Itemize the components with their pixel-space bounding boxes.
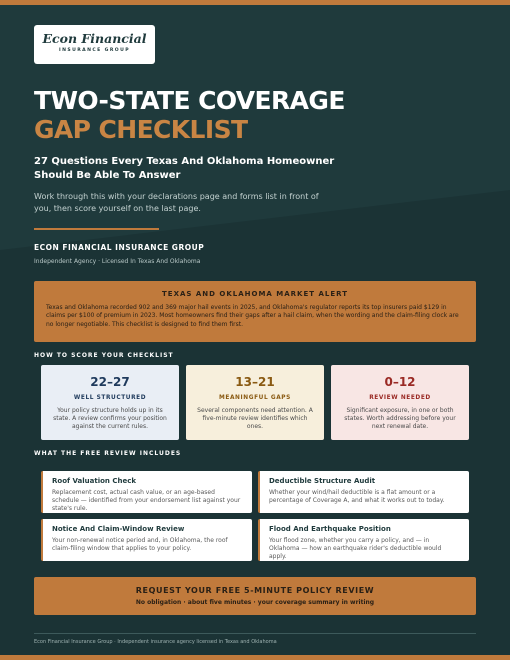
review-item-title: Roof Valuation Check	[52, 477, 137, 485]
score-range: 13–21	[235, 375, 275, 389]
cta-title: REQUEST YOUR FREE 5-MINUTE POLICY REVIEW	[135, 586, 375, 595]
footer-text: Econ Financial Insurance Group · Independent insurance agency licensed in Texas and Oklahoma	[34, 639, 277, 645]
divider-rule	[34, 228, 159, 230]
logo-name: Econ Financial	[42, 31, 147, 46]
bottom-accent-bar	[0, 655, 510, 660]
review-item-description: Whether your wind/hail deductible is a flat amount or a percentage of Coverage A, and what it works out to today.	[269, 489, 445, 504]
page-subtitle: 27 Questions Every Texas And Oklahoma Homeowner Should Be Able To Answer	[34, 156, 335, 181]
score-range: 0–12	[384, 375, 416, 389]
score-description: Your policy structure holds up in its state. A review confirms your position against the current rules.	[53, 407, 167, 430]
page-title-line1: TWO-STATE COVERAGE	[34, 86, 345, 115]
company-logo	[34, 25, 155, 64]
score-description: Several components need attention. A five-minute review identifies which ones.	[197, 407, 313, 430]
review-item-title: Flood And Earthquake Position	[269, 525, 391, 533]
review-item-description: Your non-renewal notice period and, in Oklahoma, the roof claim-filing window that applies to your policy.	[52, 537, 228, 552]
review-item-title: Deductible Structure Audit	[269, 477, 376, 485]
score-label: MEANINGFUL GAPS	[219, 395, 291, 401]
page-title-line2: GAP CHECKLIST	[34, 115, 248, 144]
score-card-well-structured	[41, 365, 179, 440]
organization-name: ECON FINANCIAL INSURANCE GROUP	[34, 243, 205, 252]
score-card-review-needed	[331, 365, 469, 440]
review-item-flood-earthquake	[258, 519, 469, 561]
review-item-roof-valuation	[41, 471, 252, 513]
request-review-button[interactable]	[34, 577, 476, 615]
market-alert-box	[34, 281, 476, 342]
alert-body: Texas and Oklahoma recorded 902 and 369 major hail events in 2025, and Oklahoma's regulator reports its top insurers paid $129 in claims per $100 of premium in 2023. Most homeowners find their gaps after a hail claim, when the wording and the claim-filing clock are no longer negotiable. This checklist is designed to find them first.	[46, 304, 459, 328]
review-item-description: Replacement cost, actual cash value, or an age-based schedule — identified from your endorsement list against your state's rule.	[52, 489, 241, 512]
review-item-claim-window	[41, 519, 252, 561]
score-range: 22–27	[90, 375, 130, 389]
review-item-deductible-audit	[258, 471, 469, 513]
footer-divider	[34, 633, 476, 634]
review-section-label: WHAT THE FREE REVIEW INCLUDES	[34, 450, 182, 457]
review-item-description: Your flood zone, whether you carry a policy, and — in Oklahoma — how an earthquake rider's deductible would apply.	[269, 537, 442, 560]
scoring-section-label: HOW TO SCORE YOUR CHECKLIST	[34, 352, 174, 359]
cta-subtitle: No obligation · about five minutes · your coverage summary in writing	[135, 599, 375, 606]
organization-subtitle: Independent Agency · Licensed In Texas And Oklahoma	[34, 258, 201, 265]
score-card-meaningful-gaps	[186, 365, 324, 440]
alert-title: TEXAS AND OKLAHOMA MARKET ALERT	[162, 290, 348, 298]
score-label: WELL STRUCTURED	[73, 395, 147, 401]
intro-text: Work through this with your declarations page and forms list in front of you, then score yourself on the last page.	[34, 192, 319, 213]
score-label: REVIEW NEEDED	[369, 395, 431, 401]
score-description: Significant exposure, in one or both states. Worth addressing before your next renewal date.	[344, 407, 456, 430]
review-item-title: Notice And Claim-Window Review	[52, 525, 185, 533]
logo-subtitle: INSURANCE GROUP	[59, 48, 130, 53]
